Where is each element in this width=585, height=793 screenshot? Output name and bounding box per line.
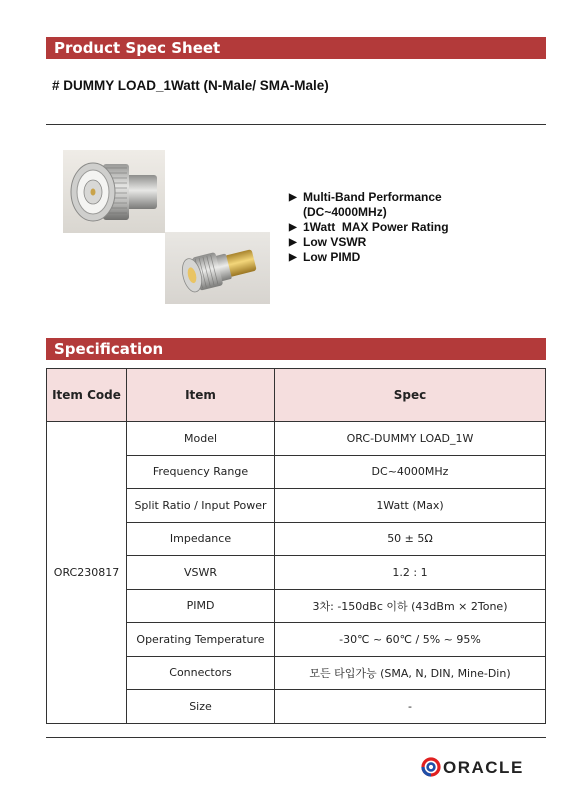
- specification-banner: Specification: [46, 338, 546, 360]
- triangle-right-icon: ▶: [289, 192, 297, 203]
- spec-table: [46, 368, 546, 724]
- spec-cell: 1.2 : 1: [275, 556, 546, 590]
- spec-cell: DC~4000MHz: [275, 455, 546, 489]
- feature-label: Low VSWR: [303, 235, 367, 249]
- feature-item: [289, 235, 449, 250]
- spec-cell: -30℃ ~ 60℃ / 5% ~ 95%: [275, 623, 546, 657]
- spec-cell: -: [275, 690, 546, 724]
- spec-cell: ORC-DUMMY LOAD_1W: [275, 422, 546, 456]
- header-item-code: Item Code: [47, 369, 127, 422]
- feature-label-continued: (DC~4000MHz): [303, 205, 387, 219]
- item-cell: Frequency Range: [127, 455, 275, 489]
- feature-label: Multi-Band Performance: [303, 190, 442, 204]
- item-cell: VSWR: [127, 556, 275, 590]
- spec-cell: 3차: -150dBc 이하 (43dBm × 2Tone): [275, 589, 546, 623]
- triangle-right-icon: ▶: [289, 252, 297, 263]
- spec-cell: 1Watt (Max): [275, 489, 546, 523]
- header-item: Item: [127, 369, 275, 422]
- spec-cell: 50 ± 5Ω: [275, 522, 546, 556]
- svg-text:ORACLE: ORACLE: [443, 758, 524, 777]
- n-male-connector-photo: [63, 150, 165, 233]
- item-cell: Connectors: [127, 656, 275, 690]
- item-cell: Size: [127, 690, 275, 724]
- feature-label: Low PIMD: [303, 250, 361, 264]
- feature-item: [289, 250, 449, 265]
- sma-male-connector-photo: [165, 232, 270, 304]
- item-code-cell: ORC230817: [47, 422, 127, 724]
- item-cell: Split Ratio / Input Power: [127, 489, 275, 523]
- triangle-right-icon: ▶: [289, 237, 297, 248]
- divider-bottom: [46, 737, 546, 738]
- feature-list: [289, 190, 449, 265]
- table-header-row: [47, 369, 546, 422]
- item-cell: Model: [127, 422, 275, 456]
- item-cell: PIMD: [127, 589, 275, 623]
- divider-top: [46, 124, 546, 125]
- feature-item: [289, 220, 449, 235]
- triangle-right-icon: ▶: [289, 222, 297, 233]
- item-cell: Impedance: [127, 522, 275, 556]
- feature-label: 1Watt MAX Power Rating: [303, 220, 449, 234]
- header-spec: Spec: [275, 369, 546, 422]
- table-row: [47, 422, 546, 456]
- spec-cell: 모든 타입가능 (SMA, N, DIN, Mine-Din): [275, 656, 546, 690]
- oracle-logo: [420, 756, 545, 778]
- spec-sheet-banner: Product Spec Sheet: [46, 37, 546, 59]
- product-title: # DUMMY LOAD_1Watt (N-Male/ SMA-Male): [52, 78, 329, 93]
- item-cell: Operating Temperature: [127, 623, 275, 657]
- feature-item: [289, 190, 449, 205]
